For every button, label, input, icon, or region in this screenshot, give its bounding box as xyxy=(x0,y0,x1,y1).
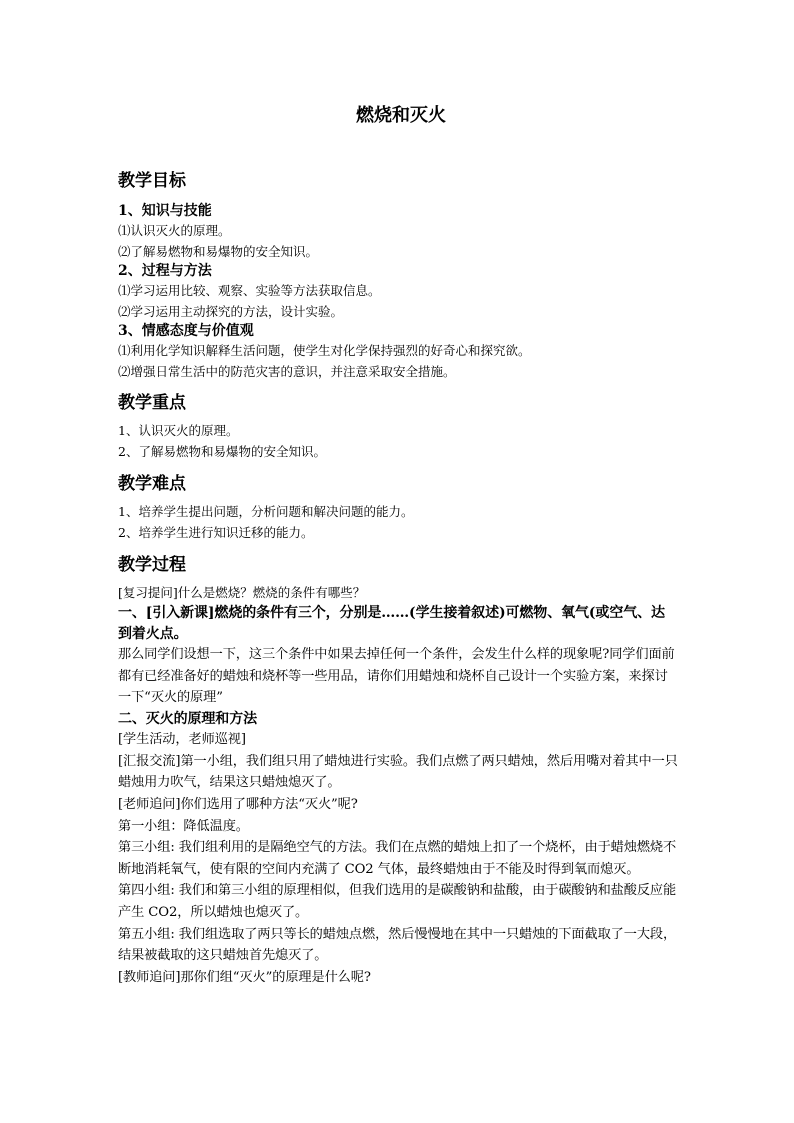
key-points-heading: 教学重点 xyxy=(118,393,186,413)
objective-item: ⑵增强日常生活中的防范灾害的意识，并注意采取安全措施。 xyxy=(118,363,456,379)
process-line: 第四小组: 我们和第三小组的原理相似，但我们选用的是碳酸钠和盐酸，由于碳酸钠和盐酸反应能产生 CO2，所以蜡烛也熄灭了。 xyxy=(118,883,677,921)
document-page xyxy=(118,104,678,988)
objective-item: ⑵学习运用主动探究的方法，设计实验。 xyxy=(118,303,344,319)
objective-group-heading: 2、过程与方法 xyxy=(118,263,212,279)
key-point-item: 1、认识灭火的原理。 xyxy=(118,423,239,438)
process-line: [教师追问]那你们组“灭火”的原理是什么呢? xyxy=(118,969,371,985)
objective-item: ⑴利用化学知识解释生活问题，使学生对化学保持强烈的好奇心和探究欲。 xyxy=(118,343,531,358)
section-one-heading: 一、[引入新课]燃烧的条件有三个，分别是……(学生接着叙述)可燃物、氧气(或空气、达到着火点。 xyxy=(118,605,665,642)
difficulty-item: 1、培养学生提出问题，分析问题和解决问题的能力。 xyxy=(118,504,414,519)
review-question: [复习提问]什么是燃烧？燃烧的条件有哪些？ xyxy=(118,585,366,600)
process-line: [老师追问]你们选用了哪种方法“灭火”呢? xyxy=(118,797,358,813)
process-heading: 教学过程 xyxy=(118,555,186,575)
process-line: [学生活动，老师巡视] xyxy=(118,732,246,748)
process-line: 第五小组: 我们组选取了两只等长的蜡烛点燃，然后慢慢地在其中一只蜡烛的下面截取了一大段，结果被截取的这只蜡烛首先熄灭了。 xyxy=(118,926,677,964)
key-point-item: 2、了解易燃物和易爆物的安全知识。 xyxy=(118,444,326,459)
section-two-heading: 二、灭火的原理和方法 xyxy=(118,710,257,727)
objective-group-heading: 3、情感态度与价值观 xyxy=(118,323,254,339)
difficulties-heading: 教学难点 xyxy=(118,474,186,494)
difficulty-item: 2、培养学生进行知识迁移的能力。 xyxy=(118,525,314,540)
process-line: 第三小组: 我们组利用的是隔绝空气的方法。我们在点燃的蜡烛上扣了一个烧杯，由于蜡烛燃烧不断地消耗氧气，使有限的空间内充满了 CO2 气体，最终蜡烛由于不能及时得到氧而熄灭。 xyxy=(118,840,677,877)
section-one-text: 那么同学们设想一下，这三个条件中如果去掉任何一个条件，会发生什么样的现象呢?同学们面前都有已经准备好的蜡烛和烧杯等一些用品，请你们用蜡烛和烧杯自己设计一个实验方案，来探讨一下“灭火的原理” xyxy=(118,647,675,706)
process-line: [汇报交流]第一小组，我们组只用了蜡烛进行实验。我们点燃了两只蜡烛，然后用嘴对着其中一只蜡烛用力吹气，结果这只蜡烛熄灭了。 xyxy=(118,753,678,791)
process-line: 第一小组：降低温度。 xyxy=(118,818,249,834)
document-title: 燃烧和灭火 xyxy=(356,105,446,126)
objective-item: ⑵了解易燃物和易爆物的安全知识。 xyxy=(118,243,319,259)
objectives-heading: 教学目标 xyxy=(118,171,186,191)
objective-item: ⑴认识灭火的原理。 xyxy=(118,223,231,238)
objective-item: ⑴学习运用比较、观察、实验等方法获取信息。 xyxy=(118,283,381,298)
objective-group-heading: 1、知识与技能 xyxy=(118,203,212,219)
